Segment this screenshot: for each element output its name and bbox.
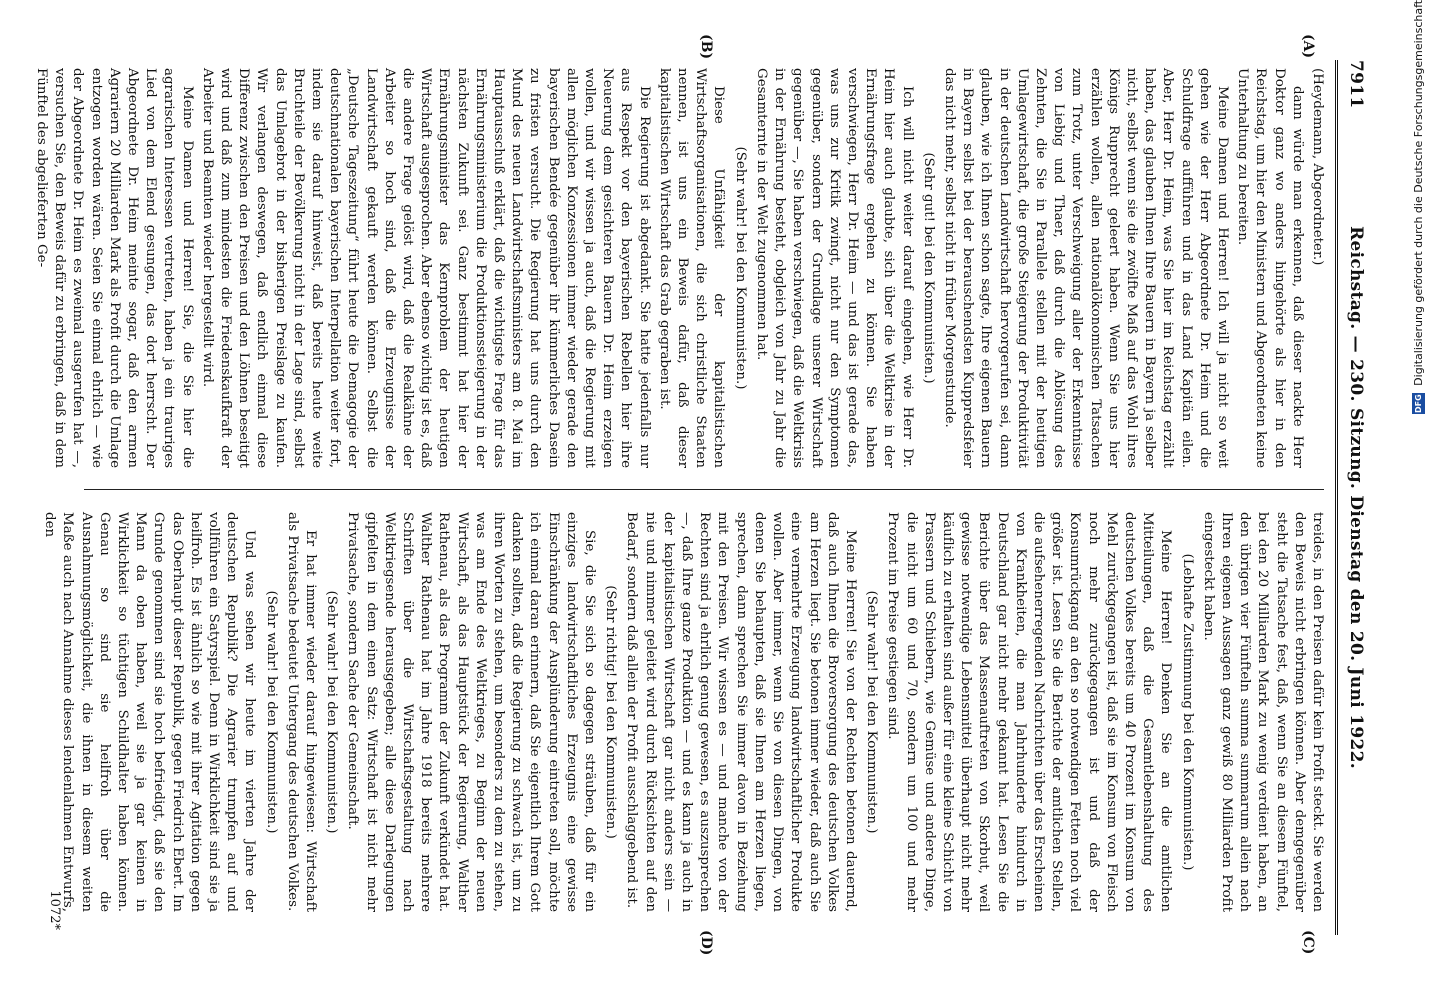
digitization-credit — [1412, 0, 1434, 1000]
margin-letter-d: (D) — [698, 930, 714, 956]
margin-letter-b: (B) — [698, 34, 714, 60]
interjection: (Sehr wahr! bei den Kommunisten.) — [263, 590, 279, 834]
paragraph: Meine Damen und Herren! Sie, die Sie hier die agrarischen Interessen vertreten, haben ja ein trauriges Lied von dem Elend gesungen, das dort herrscht. Der Abgeordnete Dr. Heim meinte sogar, daß den armen Agrariern 20 Milliarden Mark als Profit durch die Umlage entzogen worden wären. Seien Sie einmal ehrlich — wie der Abgeordnete Dr. Heim es zweimal ausgerufen hat —, versuchen Sie, den Beweis dafür zu erbringen, daß in dem Fünftel des abgelieferten Ge- — [33, 68, 195, 468]
credit-text: Digitalisierung gefördert durch die Deutsche Forschungsgemeinschaft — [1412, 0, 1425, 386]
paragraph: Die Regierung ist abgedankt. Sie hatte jedenfalls nur aus Respekt vor den bayerischen Rebellen hier ihre Neuerung dem gesichteren Bauern Dr. Heim erzeigen wollen, und wir wissen ja auch, daß die Regierung mit allen möglichen Konzessionen immer wieder gerade den bayerischen Bendée gegenüber ihr kümmerliches Dasein zu fristen versucht. Die Regierung hat uns durch den Mund des neuen Landwirtschaftsministers am 8. Mai im Hauptausschuß erklärt, daß die wichtigste Frage für das Ernährungsministerium die Produktionssteigerung in der nächsten Zukunft sei. Ganz bestimmt hat hier der Ernährungsminister das Kernproblem der heutigen Wirtschaft ausgesprochen. Aber ebenso wichtig ist es, daß die andere Frage gelöst wird, daß die Realkähne der Arbeiter so hoch sind, daß die Erzeugnisse der Landwirtschaft gekauft werden können. Selbst die „Deutsche Tageszeitung“ führt heute die Demagogie der deutschnationalen bayerischen Interpellation weiter fort, indem sie darauf hinweist, daß bereits heute weite Bruchteile der Bevölkerung nicht in der Lage sind, selbst das Umlagebrot in der bisherigen Preislage zu kaufen. Wir verlangen deswegen, daß endlich einmal diese Differenz zwischen den Preisen und den Löhnen beseitigt wird und daß zum mindesten die Friedenskaufkraft der Arbeiter und Beamten wieder hergestellt wird. — [199, 68, 652, 468]
credit-text-wrap — [1412, 0, 1434, 1000]
paragraph: Sie, die Sie sich so dagegen sträuben, daß für ein einziges landwirtschaftliches Erzeugnis eine gewisse Einschränkung der Ausplünderung eintreten soll, möchte ich einmal daran erinnern, daß Sie eigentlich Ihrem Gott danken sollten, daß die Regierung zu schwach ist, um zu ihren Worten zu stehen, um besonders zu dem zu stehen, was am Ende des Weltkrieges, zu Beginn der neuen Wirtschaft, als das Hauptstück der Regierung, Walther Rathenau, als das Programm der Zukunft verkündet hat. Walther Rathenau hat im Jahre 1918 bereits mehrere Schriften über die Wirtschaftsgestaltung nach Weltkriegsende herausgegeben; alle diese Darlegungen gipfelten in dem einen Satz: Wirtschaft ist nicht mehr Privatsache, sondern Sache der Gemeinschaft. — [345, 512, 598, 912]
page-number: 7911 — [1346, 60, 1366, 109]
paragraph: Meine Herren! Sie von der Rechten betonen dauernd, daß auch Ihnen die Broversorgung des deutschen Volkes am Herzen liegt. Sie betonen immer wieder, daß auch Sie eine vermehrte Erzeugung landwirtschaftlicher Produkte wollen. Aber immer, wenn Sie von diesen Dingen, von denen Sie behaupten, daß sie Ihnen am Herzen liegen, sprechen, dann sprechen Sie immer davon in Beziehung mit den Preisen. Wir wissen es — und manche von der Rechten sind ja ehrlich genug gewesen, es auszusprechen —, daß Ihre ganze Produktion — und es kann ja auch in der kapitalistischen Wirtschaft gar nicht anders sein — nie und nimmer geleitet wird durch Rücksichten auf den Bedarf, sondern daß allein der Profit ausschlaggebend ist. — [624, 512, 858, 912]
paragraph: Ich will nicht weiter darauf eingehen, wie Herr Dr. Heim hier auch glaubte, sich über die Weltkrise in der Ernährungsfrage ergehen zu können. Sie haben verschwiegen, Herr Dr. Heim — und das ist gerade das, was uns zur Kritik zwingt, nicht nur den Symptomen gegenüber, sondern der Grundlage unserer Wirtschaft gegenüber —, Sie haben verschwiegen, daß die Weltkrisis in der Ernährung besteht, obgleich von Jahr zu Jahr die Gesamternte in der Welt zugenommen hat. — [753, 68, 915, 468]
interjection: (Lebhafte Zustimmung bei den Kommunisten.) — [1179, 553, 1195, 871]
page-header — [1335, 60, 1372, 935]
paragraph: treides, in den Preisen dafür kein Profit steckt. Sie werden den Beweis nicht erbringen können. Aber demgegenüber steht die Tatsache fest, daß, wenn Sie an diesem Fünftel, bei den 20 Milliarden Mark zu wenig verdient haben, an den übrigen vier Fünfteln summa summarum allein nach Ihren eigenen Aussagen ganz gewiß 80 Milliarden Profit eingesteckt haben. — [1200, 512, 1325, 912]
interjection: (Sehr wahr! bei den Kommunisten.) — [732, 146, 748, 390]
paragraph: Diese Unfähigkeit der kapitalistischen Wirtschaftsorganisationen, die sich christliche Staaten nennen, ist uns ein Beweis dafür, daß dieser kapitalistischen Wirtschaft das Grab gegraben ist. — [656, 68, 727, 468]
paragraph: Er hat immer wieder darauf hingewiesen: Wirtschaft als Privatsache bedeutet Untergang des deutschen Volkes. — [284, 512, 319, 912]
interjection: (Sehr gut! bei den Kommunisten.) — [920, 152, 936, 384]
margin-letter-c: (C) — [1300, 930, 1316, 955]
column-divider — [84, 489, 1324, 490]
interjection: (Sehr wahr! bei den Kommunisten.) — [864, 590, 880, 834]
paragraph: Meine Damen und Herren! Ich will ja nicht so weit gehen wie der Herr Abgeordnete Dr. Heim und die Schuldfrage aufführen und in das Land Kapitän eilen. Aber, Herr Dr. Heim, was Sie hier im Reichstag erzählt haben, das glauben Ihnen Ihre Bauern in Bayern ja selber nicht, selbst wenn sie die zwölfte Maß auf das Wohl ihres Königs Rupprecht geleert haben. Wenn Sie uns hier erzählen wollen, allen nationalökonomischen Tatsachen zum Trotz, unter Verschweigung aller der Erkenntnisse von Liebig und Thaer, daß durch die Ablösung des Zehnten, die Sie in Parallele stellen mit der heutigen Umlagewirtschaft, die große Steigerung der Produktivität in der deutschen Landwirtschaft hervorgerufen sei, dann glauben, wie ich Ihnen schon sagte, Ihre eigenen Bauern in Bayern selbst bei der berauschendsten Kuppredsfeier das nicht mehr, selbst nicht in früher Morgenstunde. — [941, 68, 1230, 468]
paragraph: Und was sehen wir heute im vierten Jahre der deutschen Republik? Die Agrarier trumpfen auf und vollführen ein Satyrspiel. Denn in Wirklichkeit sind sie ja heilfroh. Es ist ähnlich so wie mit ihrer Agitation gegen das Oberhaupt dieser Republik, gegen Friedrich Ebert. Im Grunde genommen sind sie hoch befriedigt, daß sie den Mann da oben haben, weil sie ja gar keinen in Wirklichkeit so tüchtigen Schildhalter haben können. Genau so sind sie heilfroh über die Ausnahmungsmöglichkeit, die ihnen in diesem weiten Maße auch nach Annahme dieses lendenlahmen Entwurfs, den — [42, 512, 258, 912]
speaker-label: (Heydemann, Abgeordneter.) — [1310, 68, 1325, 266]
session-title: Reichstag. — 230. Sitzung. Dienstag den 20. Juni 1922. — [1346, 226, 1366, 769]
dfg-logo: DFG — [1414, 394, 1423, 414]
interjection: (Sehr richtig! bei den Kommunisten.) — [603, 585, 619, 839]
margin-letter-a: (A) — [1300, 34, 1316, 59]
interjection: (Sehr wahr! bei den Kommunisten.) — [324, 590, 340, 834]
left-column — [33, 68, 1326, 468]
footer-page-mark: 1072* — [47, 890, 62, 930]
paragraph: dann würde man erkennen, daß dieser nackte Herr Doktor ganz wo anders hingehörte als hier in den Reichstag, um hier den Ministern und Abgeordneten keine Unterhaltung zu bereiten. — [1235, 68, 1305, 468]
paragraph: Meine Herren! Denken Sie an die amtlichen Mitteilungen, daß die Gesamtlebenshaltung des deutschen Volkes bereits um 40 Prozent im Konsum von Mehl zurückgegangen ist, daß sie im Konsum von Fleisch noch mehr zurückgegangen ist und daß der Konsumrückgang an den so notwendigen Fetten noch viel größer ist. Lesen Sie die Berichte der amtlichen Stellen, die aufsehenerregenden Nachrichten über das Erscheinen von Krankheiten, die man Jahrhunderte hindurch in Deutschland gar nicht mehr gekannt hat. Lesen Sie die Berichte über das Massenauftreten von Skorbut, weil gewisse notwendige Lebensmittel überhaupt nicht mehr käuflich zu erhalten sind außer für eine kleine Schicht von Prassern und Schiebern, wie Gemüse und andere Dinge, die nicht um 60 und 70, sondern um 100 und mehr Prozent im Preise gestiegen sind. — [885, 512, 1174, 912]
